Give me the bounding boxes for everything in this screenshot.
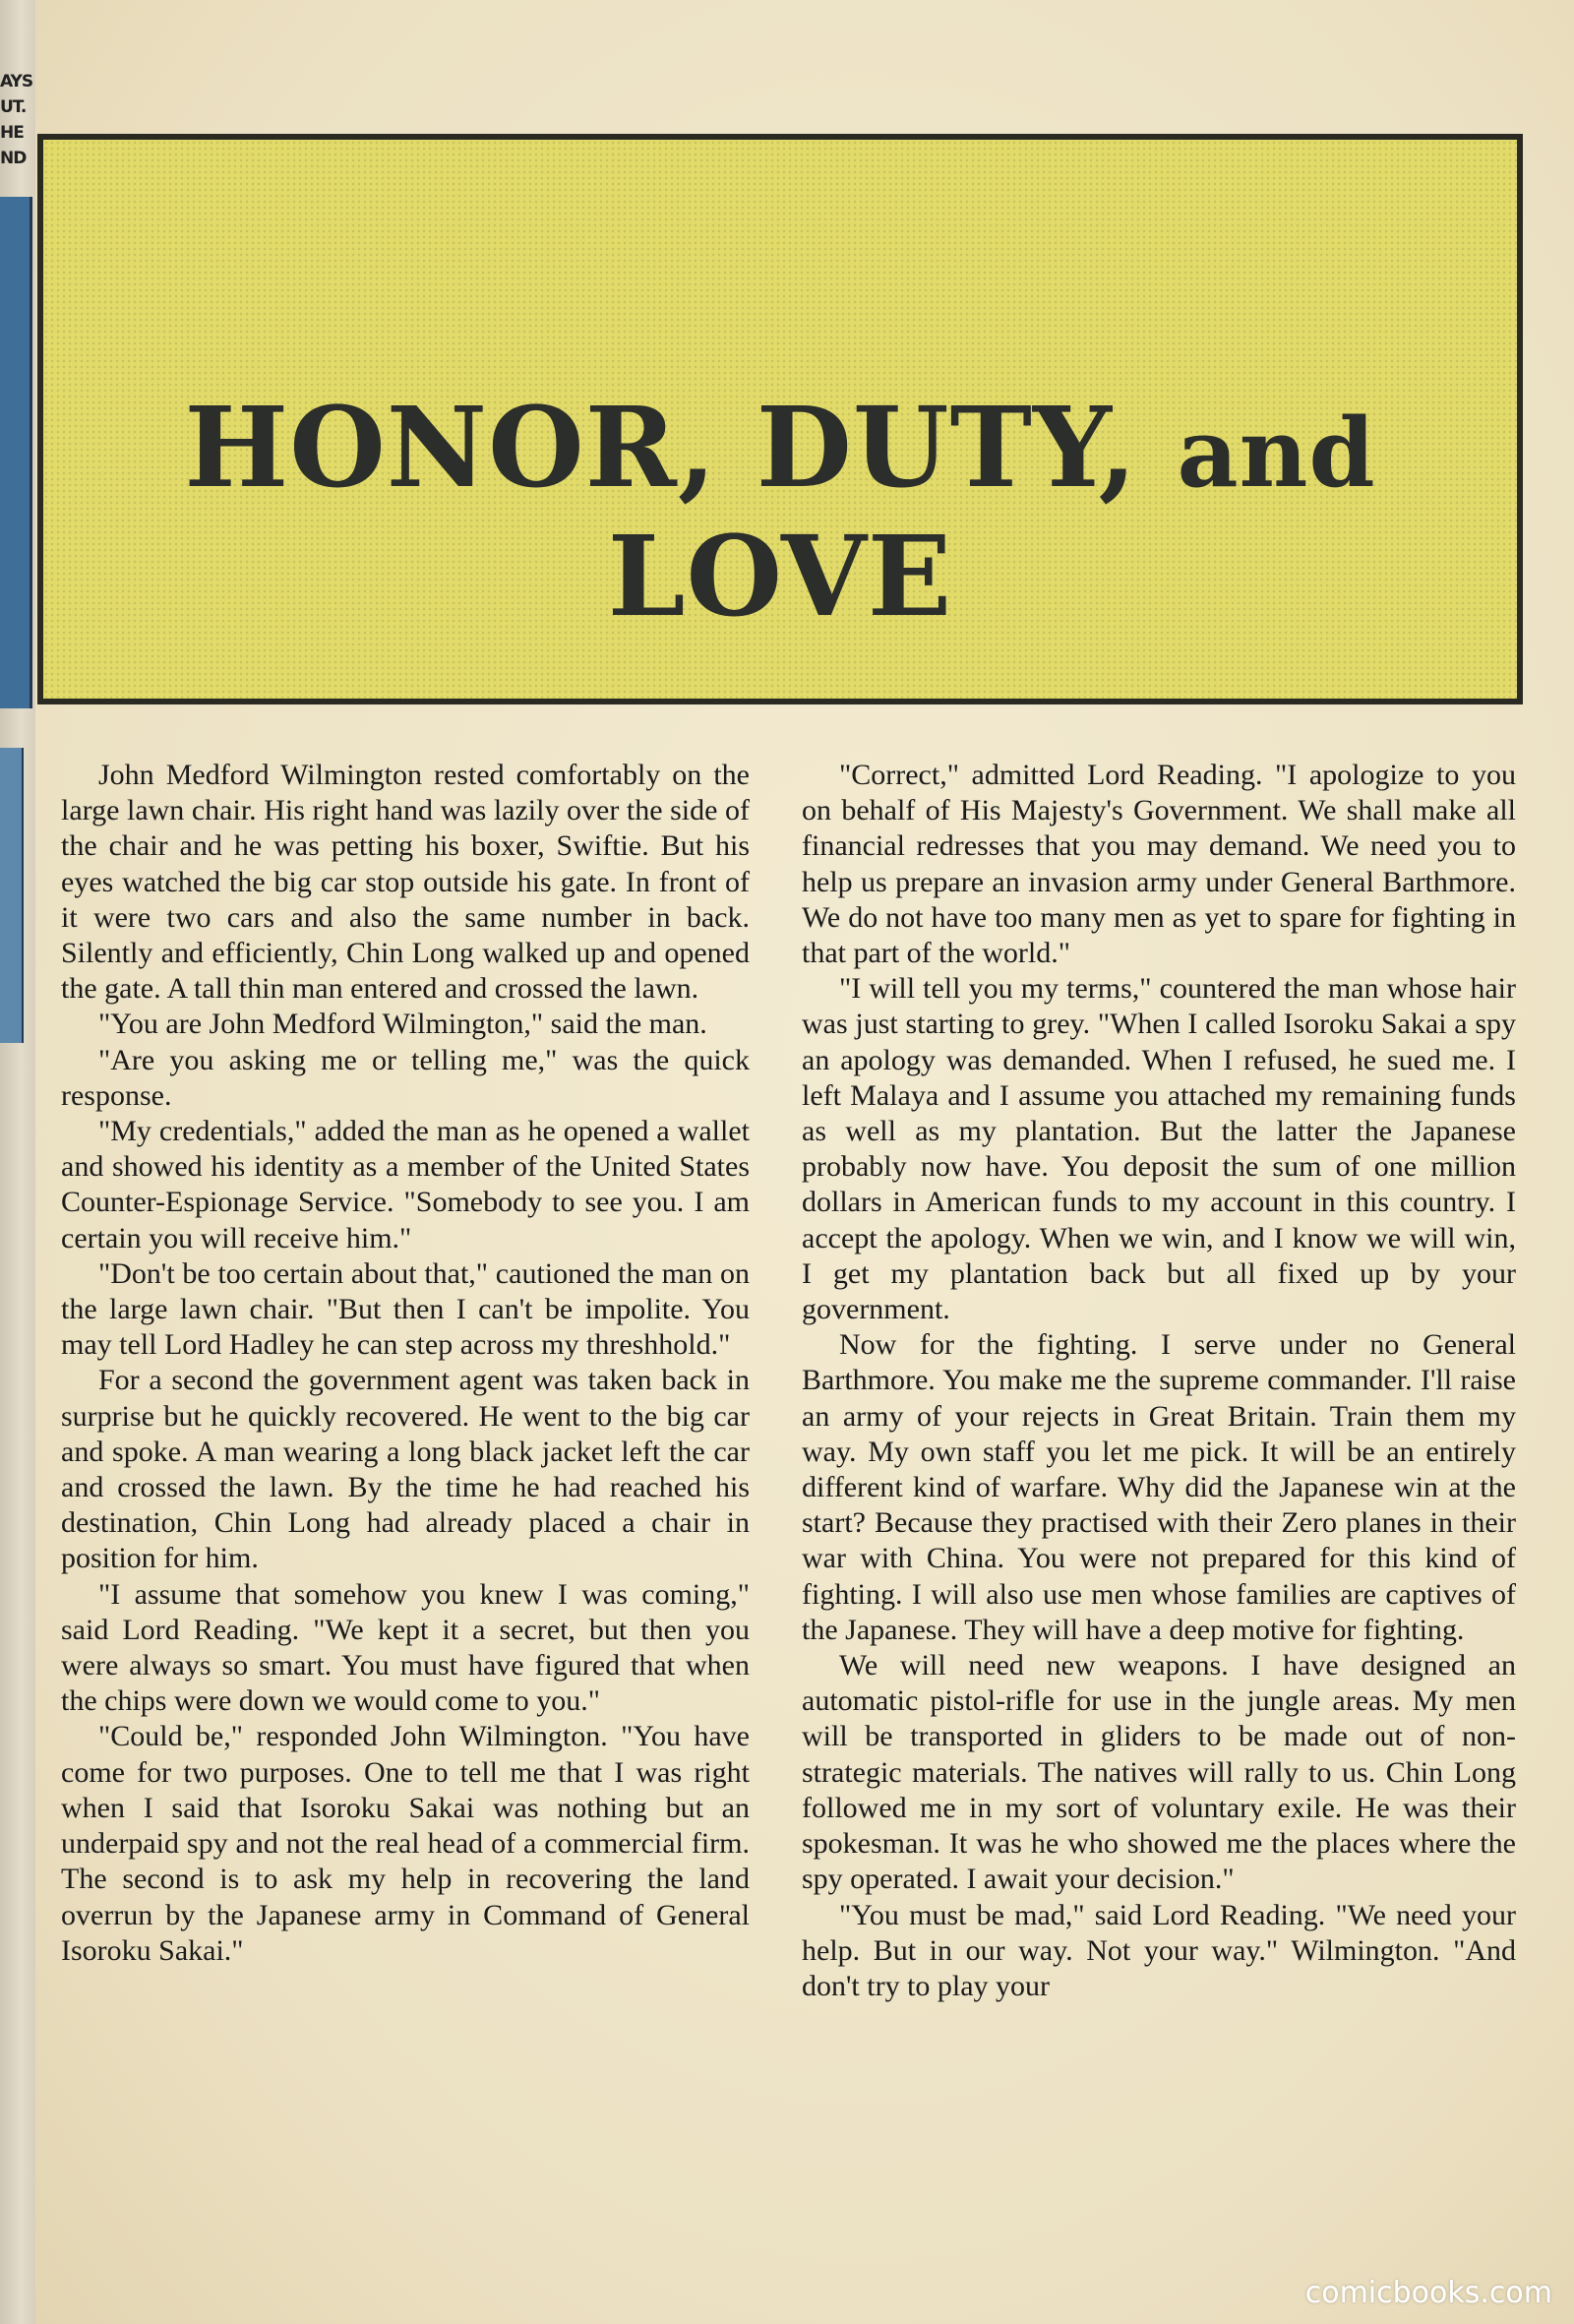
paragraph: "You must be mad," said Lord Reading. "We need your help. But in our way. Not your way." Wilmington. "And don't try to play your xyxy=(802,1898,1516,2002)
paragraph: Now for the fighting. I serve under no General Barthmore. You make me the supreme commander. I'll raise an army of your rejects in Great Britain. Train them my way. My own staff you let me pick. It will be an entirely different kind of warfare. Why did the Japanese win at the start? Because they practised with their Zero planes in their war with China. You were not prepared for this kind of fighting. I will also use men whose families are captives of the Japanese. They will have a deep motive for fighting. xyxy=(802,1328,1516,1646)
paragraph: "My credentials," added the man as he opened a wallet and showed his identity as a member of the United States Counter-Espionage Service. "Somebody to see you. I am certain you will receive him." xyxy=(61,1115,750,1254)
title-main: HONOR, DUTY, xyxy=(184,384,1138,513)
paragraph: "I assume that somehow you knew I was coming," said Lord Reading. "We kept it a secret, but then you were always so smart. You must have figured that when the chips were down we would come to you." xyxy=(61,1577,750,1718)
title-and: and xyxy=(1177,398,1376,509)
adjacent-page-text xyxy=(0,69,35,171)
paragraph: "You are John Medford Wilmington," said the man. xyxy=(98,1008,707,1041)
title-banner xyxy=(37,134,1523,704)
text-column-left xyxy=(61,758,750,1969)
adjacent-panel-art-lower xyxy=(0,748,24,1043)
paragraph: "Don't be too certain about that," cautioned the man on the large lawn chair. "But then I can't be impolite. You may tell Lord Hadley he can step across my threshhold." xyxy=(61,1256,750,1362)
paragraph: We will need new weapons. I have designed an automatic pistol-rifle for use in the jungle areas. My men will be transported in gliders to be made out of non-strategic materials. The natives will rally to us. Chin Long followed me in my sort of voluntary exile. He was their spokesman. It was he who showed me the places where the spy operated. I await your decision." xyxy=(802,1649,1516,1896)
edge-text-line: UT. xyxy=(0,97,27,117)
story-title xyxy=(43,384,1517,642)
adjacent-page-edge xyxy=(0,0,35,2324)
title-last: LOVE xyxy=(607,513,953,642)
paragraph: "I will tell you my terms," countered the man whose hair was just starting to grey. "When I called Isoroku Sakai a spy an apology was demanded. When I refused, he sued me. I left Malaya and I assume you attached my remaining funds as well as my plantation. But the latter the Japanese probably now have. You deposit the sum of one million dollars in American funds to my account in this country. I accept the apology. When we win, and I know we will win, I get my plantation back but all fixed up by your government. xyxy=(802,972,1516,1326)
paragraph: "Correct," admitted Lord Reading. "I apologize to you on behalf of His Majesty's Government. We shall make all financial redresses that you may demand. We need you to help us prepare an invasion army under General Barthmore. We do not have too many men as yet to spare for fighting in that part of the world." xyxy=(802,759,1516,970)
paragraph: "Are you asking me or telling me," was the quick response. xyxy=(61,1043,750,1112)
adjacent-panel-art xyxy=(0,197,32,708)
paragraph: John Medford Wilmington rested comfortably on the large lawn chair. His right hand was lazily over the side of the chair and he was petting his boxer, Swiftie. But his eyes watched the big car stop outside his gate. In front of it were two cars and also the same number in back. Silently and efficiently, Chin Long walked up and opened the gate. A tall thin man entered and crossed the lawn. xyxy=(61,759,750,1006)
source-watermark: comicbooks.com xyxy=(1304,2276,1552,2310)
edge-text-line: AYS xyxy=(0,72,33,92)
edge-text-line: ND xyxy=(0,149,27,168)
text-column-right xyxy=(802,758,1516,2004)
paragraph: For a second the government agent was taken back in surprise but he quickly recovered. He went to the big car and spoke. A man wearing a long black jacket left the car and crossed the lawn. By the time he had reached his destination, Chin Long had already placed a chair in position for him. xyxy=(61,1364,750,1575)
paragraph: "Could be," responded John Wilmington. "You have come for two purposes. One to tell me that I was right when I said that Isoroku Sakai was nothing but an underpaid spy and not the real head of a commercial firm. The second is to ask my help in recovering the land overrun by the Japanese army in Command of General Isoroku Sakai." xyxy=(61,1720,750,1967)
edge-text-line: HE xyxy=(0,123,24,143)
